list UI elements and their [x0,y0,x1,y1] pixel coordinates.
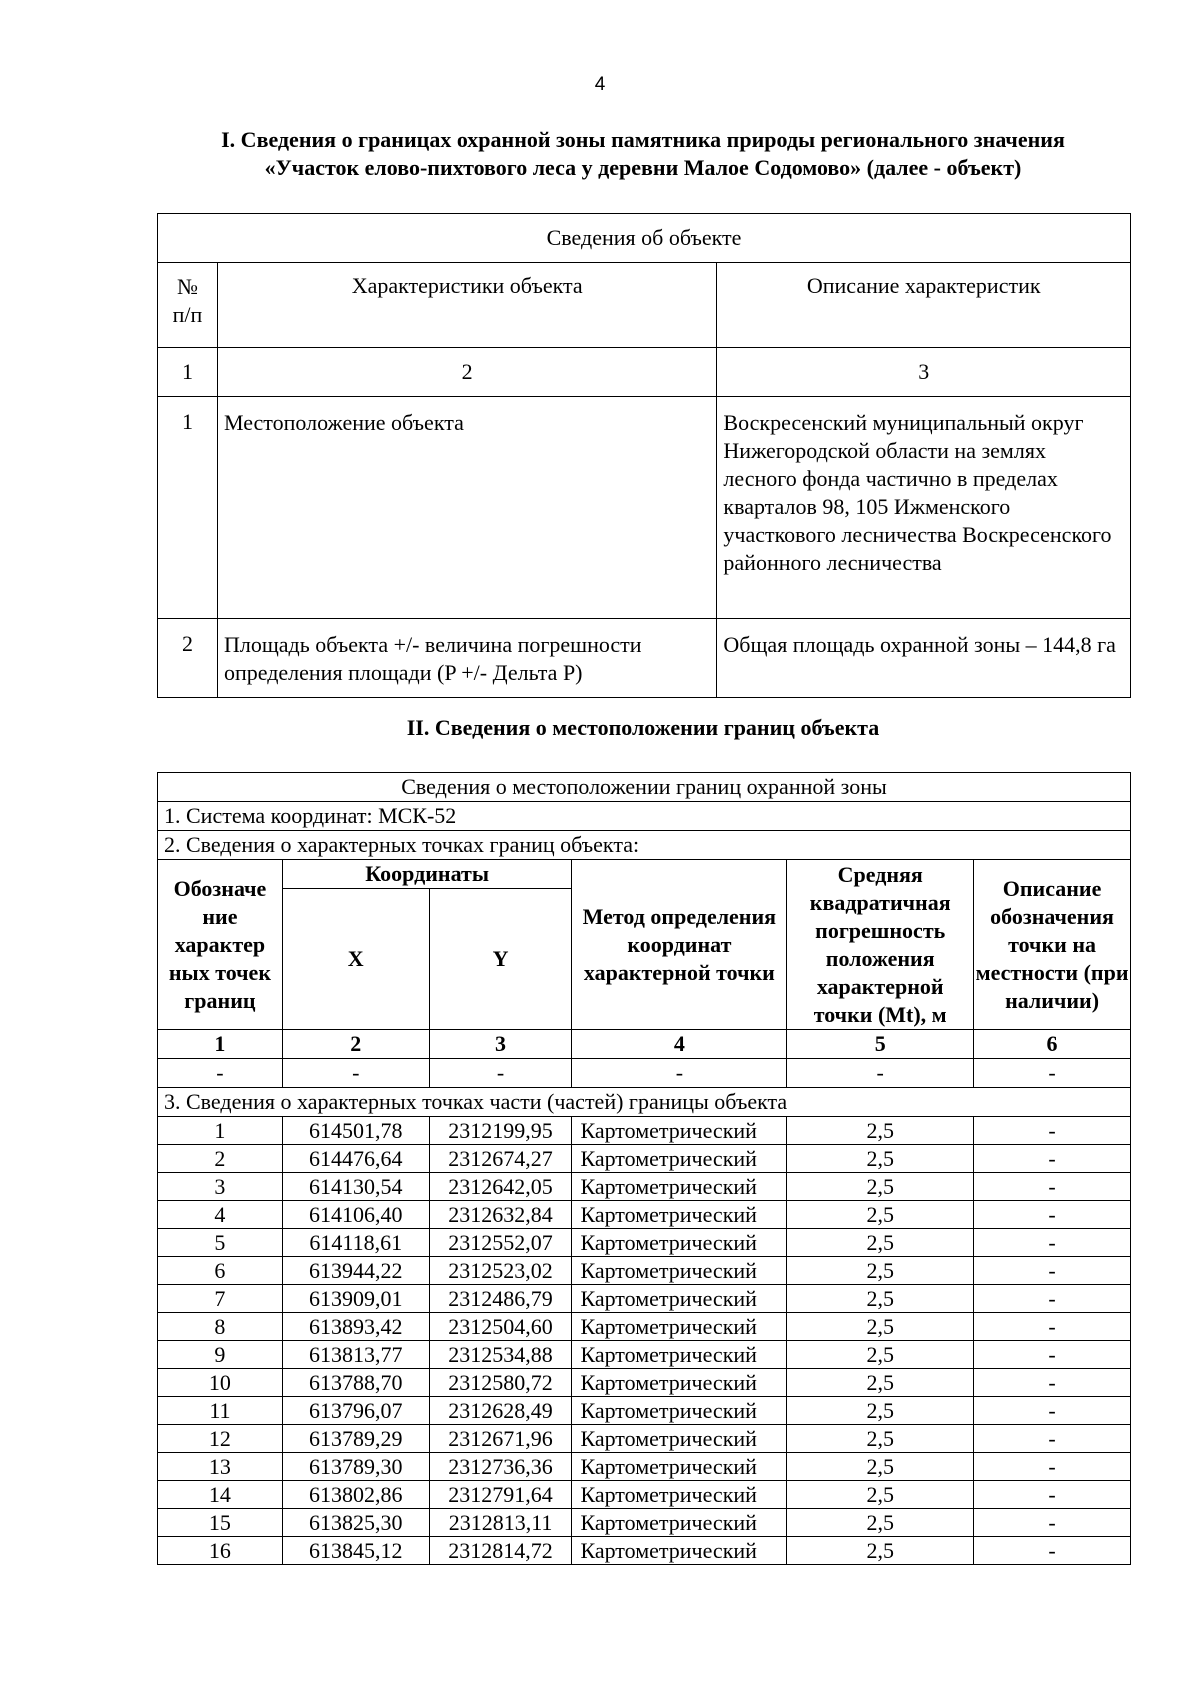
row-description: Воскресенский муниципальный округ Нижегородской области на землях лесного фонда частично в пределах кварталов 98, 105 Ижменского участкового лесничества Воскресенского районного лесничества [717,397,1131,619]
point-description: - [974,1173,1131,1201]
point-x: 614118,61 [282,1229,429,1257]
point-number: 14 [158,1481,283,1509]
header-y: Y [429,889,572,1030]
header-designation: Обозначе ние характер ных точек границ [158,860,283,1030]
table-row [158,1173,1131,1201]
empty-cell: - [429,1059,572,1088]
point-x: 614501,78 [282,1117,429,1145]
object-info-table [157,213,1131,698]
header-description: Описание характеристик [717,263,1131,348]
table-row [158,1145,1131,1173]
table-row [158,1537,1131,1565]
point-number: 8 [158,1313,283,1341]
point-x: 613813,77 [282,1341,429,1369]
page-number: 4 [594,74,606,95]
point-number: 4 [158,1201,283,1229]
point-description: - [974,1257,1131,1285]
point-method: Картометрический [572,1425,787,1453]
point-y: 2312736,36 [429,1453,572,1481]
column-number: 3 [429,1030,572,1059]
point-x: 613789,29 [282,1425,429,1453]
point-error: 2,5 [787,1257,974,1285]
table-row [158,1229,1131,1257]
empty-cell: - [158,1059,283,1088]
point-number: 10 [158,1369,283,1397]
table-row [158,1313,1131,1341]
table-row [158,1425,1131,1453]
empty-cell: - [787,1059,974,1088]
point-method: Картометрический [572,1341,787,1369]
point-method: Картометрический [572,1481,787,1509]
point-description: - [974,1481,1131,1509]
point-number: 6 [158,1257,283,1285]
point-y: 2312628,49 [429,1397,572,1425]
point-description: - [974,1341,1131,1369]
point-description: - [974,1369,1131,1397]
table-row [158,619,1131,698]
row-description: Общая площадь охранной зоны – 144,8 га [717,619,1131,698]
point-error: 2,5 [787,1481,974,1509]
point-y: 2312813,11 [429,1509,572,1537]
empty-cell: - [572,1059,787,1088]
point-y: 2312632,84 [429,1201,572,1229]
table-row [158,1453,1131,1481]
table-row [158,397,1131,619]
point-error: 2,5 [787,1145,974,1173]
point-y: 2312642,05 [429,1173,572,1201]
column-number: 6 [974,1030,1131,1059]
column-number: 2 [217,348,716,397]
section1-heading-line2: «Участок елово-пихтового леса у деревни Малое Содомово» (далее - объект) [264,155,1022,180]
point-x: 613845,12 [282,1537,429,1565]
point-method: Картометрический [572,1285,787,1313]
point-error: 2,5 [787,1313,974,1341]
point-x: 613802,86 [282,1481,429,1509]
column-number: 3 [717,348,1131,397]
point-number: 16 [158,1537,283,1565]
empty-row [158,1059,1131,1088]
table-row [158,1369,1131,1397]
header-method: Метод определения координат характерной точки [572,860,787,1030]
point-number: 1 [158,1117,283,1145]
point-method: Картометрический [572,1313,787,1341]
point-method: Картометрический [572,1229,787,1257]
point-description: - [974,1201,1131,1229]
point-description: - [974,1313,1131,1341]
point-description: - [974,1425,1131,1453]
point-y: 2312791,64 [429,1481,572,1509]
object-info-table-title: Сведения об объекте [158,214,1131,263]
point-error: 2,5 [787,1509,974,1537]
coord-system: 1. Система координат: МСК-52 [158,802,1131,831]
point-method: Картометрический [572,1509,787,1537]
row-number: 1 [158,397,218,619]
point-description: - [974,1145,1131,1173]
section1-heading [150,126,1136,182]
table-row [158,1257,1131,1285]
point-error: 2,5 [787,1229,974,1257]
point-number: 9 [158,1341,283,1369]
point-y: 2312552,07 [429,1229,572,1257]
row-characteristic: Местоположение объекта [217,397,716,619]
point-error: 2,5 [787,1341,974,1369]
column-number: 1 [158,348,218,397]
column-number: 5 [787,1030,974,1059]
point-number: 5 [158,1229,283,1257]
point-method: Картометрический [572,1117,787,1145]
point-error: 2,5 [787,1117,974,1145]
point-description: - [974,1229,1131,1257]
table-row [158,1509,1131,1537]
point-x: 613909,01 [282,1285,429,1313]
column-number: 2 [282,1030,429,1059]
point-y: 2312671,96 [429,1425,572,1453]
table-row [158,1481,1131,1509]
point-method: Картометрический [572,1201,787,1229]
point-y: 2312534,88 [429,1341,572,1369]
point-y: 2312674,27 [429,1145,572,1173]
boundary-points-table [157,772,1131,1565]
header-coordinates: Координаты [282,860,572,889]
table-row [158,1117,1131,1145]
point-x: 613796,07 [282,1397,429,1425]
point-error: 2,5 [787,1537,974,1565]
column-number: 1 [158,1030,283,1059]
point-method: Картометрический [572,1369,787,1397]
point-y: 2312580,72 [429,1369,572,1397]
boundary-table-title: Сведения о местоположении границ охранной зоны [158,773,1131,802]
point-method: Картометрический [572,1453,787,1481]
header-number: № п/п [158,263,218,348]
point-error: 2,5 [787,1173,974,1201]
point-x: 614476,64 [282,1145,429,1173]
point-description: - [974,1285,1131,1313]
point-x: 613788,70 [282,1369,429,1397]
column-number: 4 [572,1030,787,1059]
point-y: 2312504,60 [429,1313,572,1341]
point-x: 613893,42 [282,1313,429,1341]
part-points-title: 3. Сведения о характерных точках части (частей) границы объекта [158,1088,1131,1117]
section1-heading-line1: I. Сведения о границах охранной зоны памятника природы регионального значения [221,127,1065,152]
table-row [158,1397,1131,1425]
row-number: 2 [158,619,218,698]
point-method: Картометрический [572,1257,787,1285]
section2-heading: II. Сведения о местоположении границ объекта [406,715,880,740]
point-error: 2,5 [787,1285,974,1313]
point-number: 12 [158,1425,283,1453]
empty-cell: - [974,1059,1131,1088]
point-x: 613789,30 [282,1453,429,1481]
point-number: 15 [158,1509,283,1537]
point-description: - [974,1453,1131,1481]
header-error: Средняя квадратичная погрешность положения характерной точки (Mt), м [787,860,974,1030]
point-description: - [974,1509,1131,1537]
point-error: 2,5 [787,1425,974,1453]
empty-cell: - [282,1059,429,1088]
point-method: Картометрический [572,1145,787,1173]
point-y: 2312486,79 [429,1285,572,1313]
point-method: Картометрический [572,1537,787,1565]
point-y: 2312199,95 [429,1117,572,1145]
point-x: 614106,40 [282,1201,429,1229]
point-error: 2,5 [787,1369,974,1397]
point-description: - [974,1537,1131,1565]
table-row [158,1285,1131,1313]
point-description: - [974,1117,1131,1145]
row-characteristic: Площадь объекта +/- величина погрешности определения площади (P +/- Дельта P) [217,619,716,698]
point-x: 613825,30 [282,1509,429,1537]
point-y: 2312523,02 [429,1257,572,1285]
table-row [158,1201,1131,1229]
point-error: 2,5 [787,1201,974,1229]
point-x: 613944,22 [282,1257,429,1285]
header-x: X [282,889,429,1030]
header-point-description: Описание обозначения точки на местности (при наличии) [974,860,1131,1030]
point-number: 2 [158,1145,283,1173]
point-number: 13 [158,1453,283,1481]
point-number: 7 [158,1285,283,1313]
point-number: 11 [158,1397,283,1425]
point-number: 3 [158,1173,283,1201]
point-description: - [974,1397,1131,1425]
point-method: Картометрический [572,1397,787,1425]
point-error: 2,5 [787,1397,974,1425]
points-title: 2. Сведения о характерных точках границ объекта: [158,831,1131,860]
table-row [158,1341,1131,1369]
header-characteristic: Характеристики объекта [217,263,716,348]
point-y: 2312814,72 [429,1537,572,1565]
point-method: Картометрический [572,1173,787,1201]
point-x: 614130,54 [282,1173,429,1201]
point-error: 2,5 [787,1453,974,1481]
